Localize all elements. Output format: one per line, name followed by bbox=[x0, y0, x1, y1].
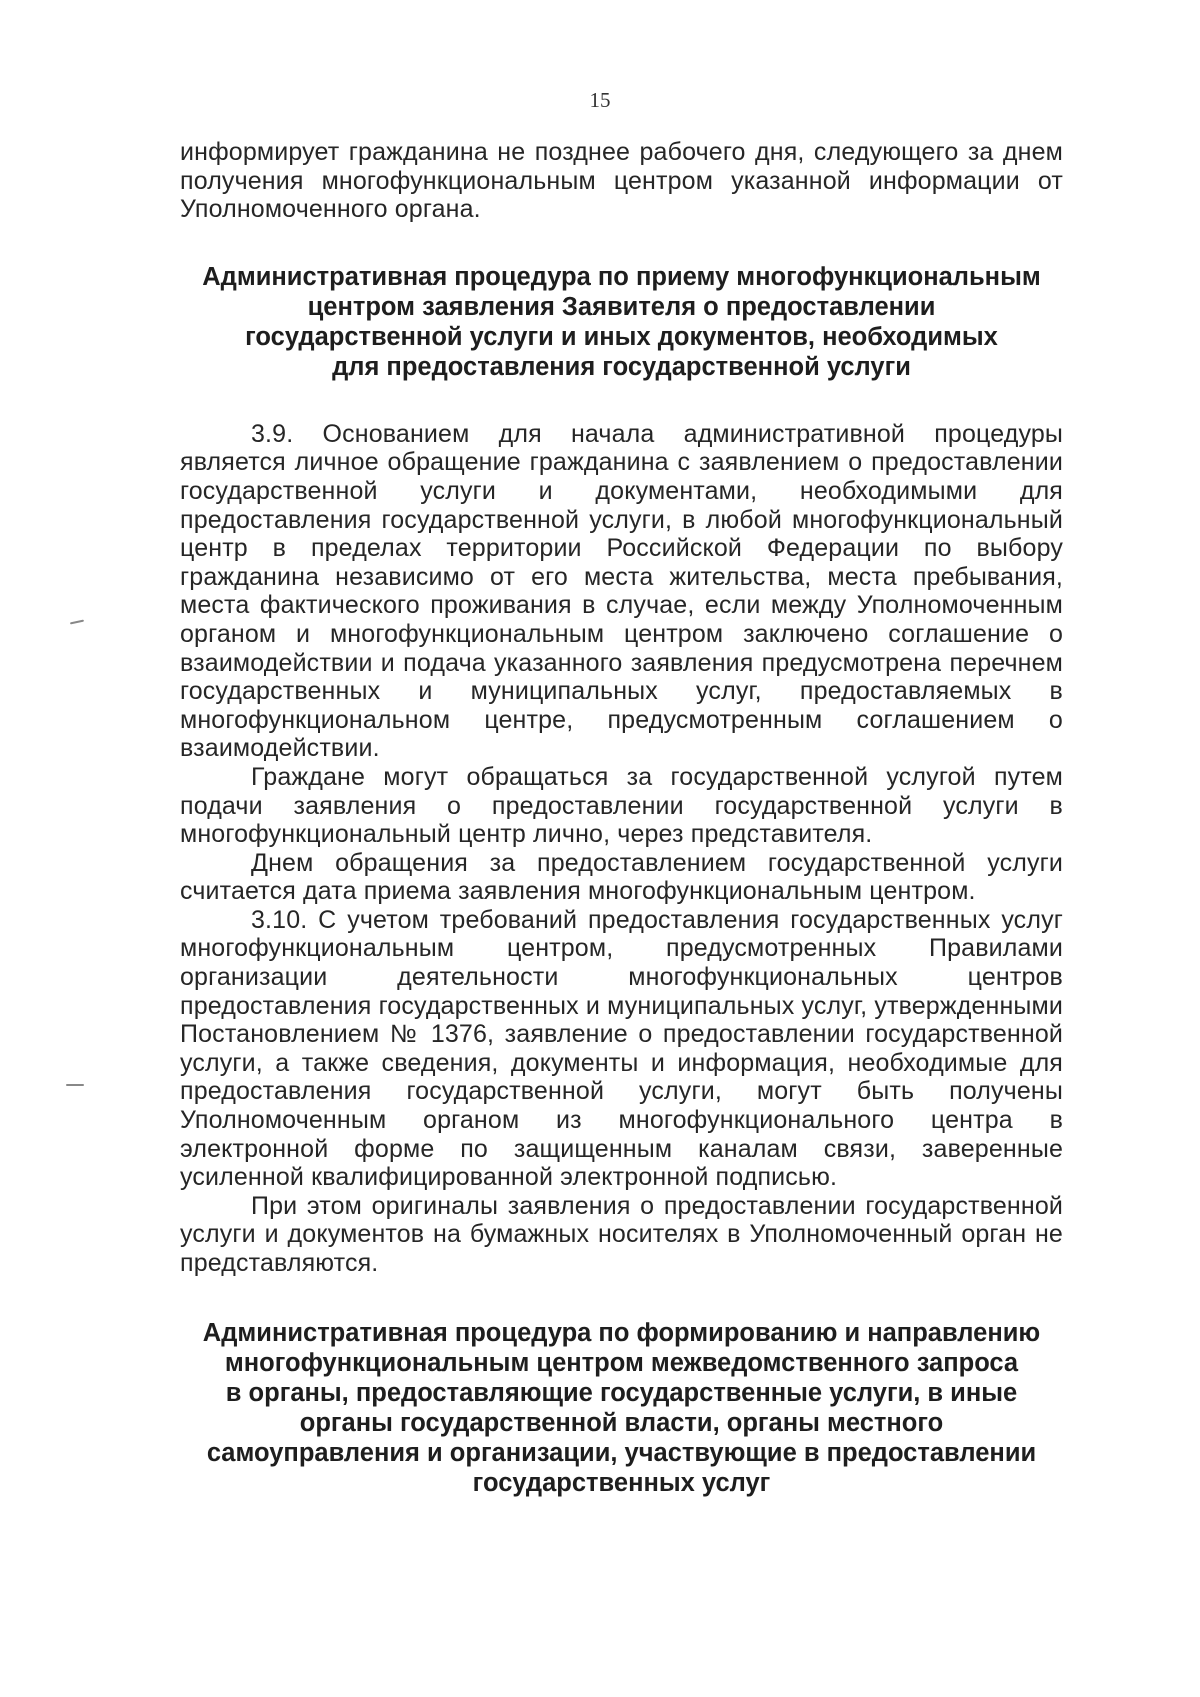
margin-mark bbox=[70, 620, 84, 625]
heading-line: органы государственной власти, органы местного bbox=[299, 1408, 944, 1437]
heading-line: центром заявления Заявителя о предоставлении bbox=[307, 292, 936, 321]
paragraph-intro: информирует гражданина не позднее рабочего дня, следующего за днем получения многофункциональным центром указанной информации от Уполномоченного органа. bbox=[180, 138, 1063, 224]
paragraph-citizens-apply: Граждане могут обращаться за государственной услугой путем подачи заявления о предоставлении государственной услуги в многофункциональный центр лично, через представителя. bbox=[180, 762, 1063, 849]
heading-line: государственных услуг bbox=[472, 1468, 771, 1497]
page-number: 15 bbox=[589, 88, 611, 112]
heading-line: Административная процедура по формированию и направлению bbox=[202, 1318, 1041, 1347]
heading-line: для предоставления государственной услуги bbox=[332, 352, 911, 381]
heading-line: многофункциональным центром межведомственного запроса bbox=[224, 1348, 1019, 1377]
section-heading-interdepartmental-request bbox=[170, 1318, 1073, 1498]
heading-line: государственной услуги и иных документов, необходимых bbox=[245, 322, 998, 351]
paragraph-3-9: 3.9. Основанием для начала административной процедуры является личное обращение гражданина с заявлением о предоставлении государственной услуги и документами, необходимыми для предоставления государственной услуги, в любой многофункциональный центр в пределах территории Российской Федерации по выбору гражданина независимо от его места жительства, места пребывания, места фактического проживания в случае, если между Уполномоченным органом и многофункциональным центром заключено соглашение о взаимодействии и подача указанного заявления предусмотрена перечнем государственных и муниципальных услуг, предоставляемых в многофункциональном центре, предусмотренным соглашением о взаимодействии. bbox=[180, 419, 1063, 763]
paragraph-3-10: 3.10. С учетом требований предоставления государственных услуг многофункциональным центром, предусмотренных Правилами организации деятельности многофункциональных центров предоставления государственных и муниципальных услуг, утвержденными Постановлением № 1376, заявление о предоставлении государственной услуги, а также сведения, документы и информация, необходимые для предоставления государственной услуги, могут быть получены Уполномоченным органом из многофункционального центра в электронной форме по защищенным каналам связи, заверенные усиленной квалифицированной электронной подписью. bbox=[180, 905, 1063, 1192]
paragraph-application-date: Днем обращения за предоставлением государственной услуги считается дата приема заявления многофункциональным центром. bbox=[180, 848, 1063, 906]
section-heading-reception bbox=[170, 262, 1073, 382]
paragraph-originals: При этом оригиналы заявления о предоставлении государственной услуги и документов на бумажных носителях в Уполномоченный орган не представляются. bbox=[180, 1191, 1063, 1277]
heading-line: в органы, предоставляющие государственные услуги, в иные bbox=[225, 1378, 1018, 1407]
document-body bbox=[180, 138, 1063, 1498]
margin-mark bbox=[66, 1084, 84, 1086]
heading-line: Административная процедура по приему многофункциональным bbox=[202, 262, 1041, 291]
heading-line: самоуправления и организации, участвующие в предоставлении bbox=[206, 1438, 1037, 1467]
